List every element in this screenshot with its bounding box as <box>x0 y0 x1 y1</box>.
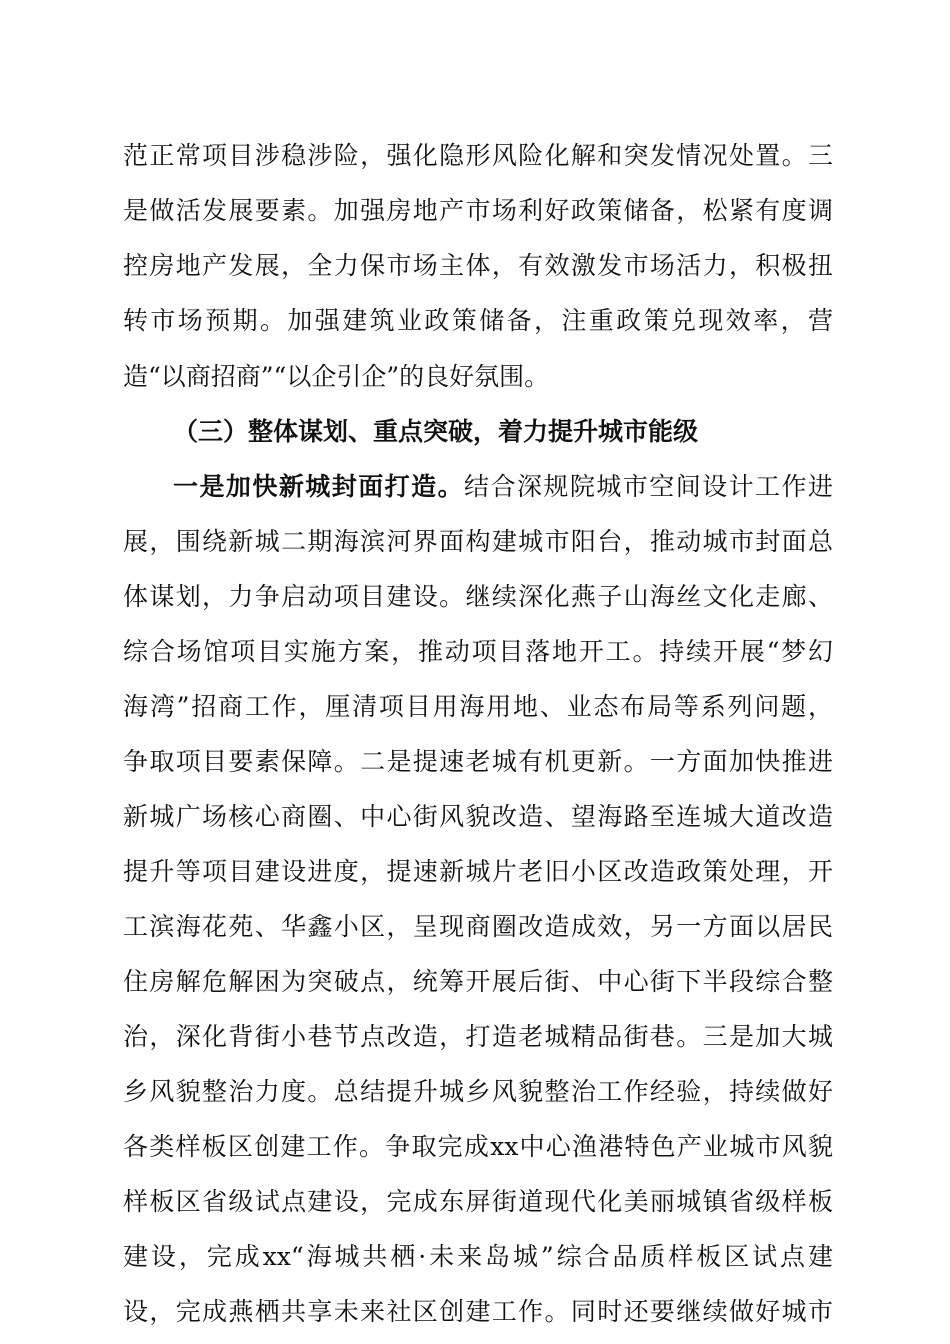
text-line: 各类样板区创建工作。争取完成xx中心渔港特色产业城市风貌 <box>123 1132 833 1161</box>
text-line: 海湾”招商工作，厘清项目用海用地、业态布局等系列问题， <box>123 692 833 721</box>
text-line: 体谋划，力争启动项目建设。继续深化燕子山海丝文化走廊、 <box>123 582 833 611</box>
text-line: 新城广场核心商圈、中心街风貌改造、望海路至连城大道改造 <box>123 802 833 831</box>
text-line: 综合场馆项目实施方案，推动项目落地开工。持续开展“梦幻 <box>123 637 833 666</box>
text-line: 提升等项目建设进度，提速新城片老旧小区改造政策处理，开 <box>123 857 833 886</box>
text-line: 争取项目要素保障。二是提速老城有机更新。一方面加快推进 <box>123 747 833 776</box>
text-line: 转市场预期。加强建筑业政策储备，注重政策兑现效率，营 <box>123 306 833 335</box>
text-line: 住房解危解困为突破点，统筹开展后街、中心街下半段综合整 <box>123 967 833 996</box>
text-line: 乡风貌整治力度。总结提升城乡风貌整治工作经验，持续做好 <box>123 1077 833 1106</box>
text-line: 建设，完成xx“海城共栖·未来岛城”综合品质样板区试点建 <box>123 1242 833 1271</box>
text-line: 范正常项目涉稳涉险，强化隐形风险化解和突发情况处置。三 <box>123 141 833 170</box>
text-line: 治，深化背街小巷节点改造，打造老城精品街巷。三是加大城 <box>123 1022 833 1051</box>
paragraph-lead-rest: 结合深规院城市空间设计工作进 <box>464 472 833 501</box>
text-line: 样板区省级试点建设，完成东屏街道现代化美丽城镇省级样板 <box>123 1187 833 1216</box>
text-line: 设，完成燕栖共享未来社区创建工作。同时还要继续做好城市 <box>123 1297 833 1326</box>
section-heading: （三）整体谋划、重点突破，着力提升城市能级 <box>173 417 699 446</box>
paragraph-first-line <box>173 467 833 507</box>
text-line: 展，围绕新城二期海滨河界面构建城市阳台，推动城市封面总 <box>123 527 833 556</box>
text-line: 是做活发展要素。加强房地产市场利好政策储备，松紧有度调 <box>123 196 833 225</box>
text-line: 造“以商招商”“以企引企”的良好氛围。 <box>123 362 550 391</box>
text-line: 工滨海花苑、华鑫小区，呈现商圈改造成效，另一方面以居民 <box>123 912 833 941</box>
paragraph-lead-bold: 一是加快新城封面打造。 <box>173 472 465 501</box>
text-line: 控房地产发展，全力保市场主体，有效激发市场活力，积极扭 <box>123 251 833 280</box>
